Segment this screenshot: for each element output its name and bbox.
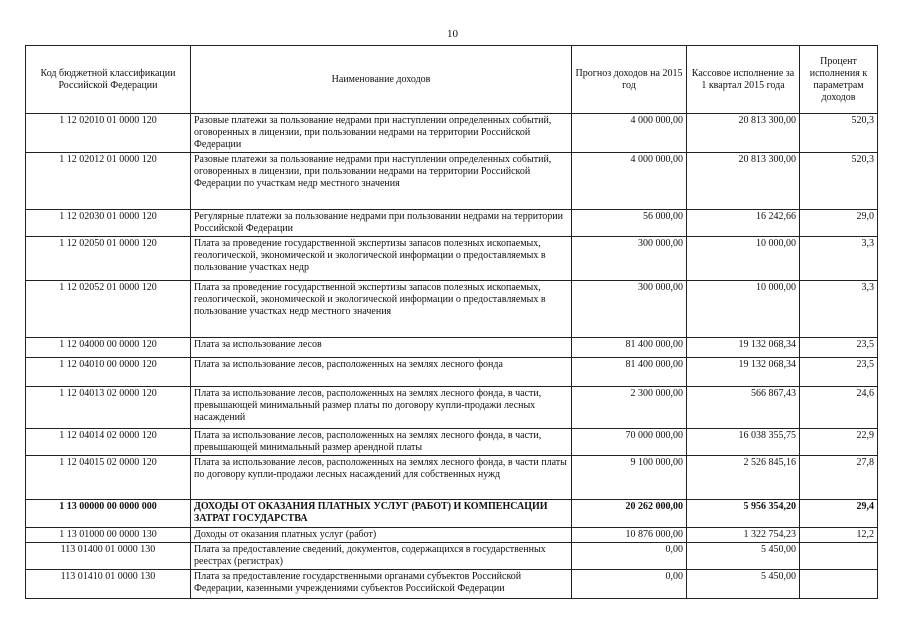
table-body xyxy=(26,114,878,599)
cell-name: Плата за использование лесов, расположенных на землях лесного фонда xyxy=(191,358,572,387)
cell-percent xyxy=(800,543,878,570)
cell-percent: 520,3 xyxy=(800,153,878,210)
cell-actual: 16 038 355,75 xyxy=(687,429,800,456)
cell-code: 1 13 01000 00 0000 130 xyxy=(26,528,191,543)
cell-forecast: 10 876 000,00 xyxy=(572,528,687,543)
cell-forecast: 4 000 000,00 xyxy=(572,114,687,153)
header-actual: Кассовое исполнение за 1 квартал 2015 года xyxy=(687,46,800,114)
cell-percent: 29,0 xyxy=(800,210,878,237)
cell-forecast: 300 000,00 xyxy=(572,237,687,281)
table-row xyxy=(26,210,878,237)
cell-actual: 20 813 300,00 xyxy=(687,114,800,153)
cell-forecast: 4 000 000,00 xyxy=(572,153,687,210)
cell-name: Плата за предоставление сведений, документов, содержащихся в государственных реестрах (регистрах) xyxy=(191,543,572,570)
cell-code: 113 01410 01 0000 130 xyxy=(26,570,191,599)
cell-name: Регулярные платежи за пользование недрами при пользовании недрами на территории Российской Федерации xyxy=(191,210,572,237)
cell-percent: 3,3 xyxy=(800,237,878,281)
cell-name: Плата за предоставление государственными органами субъектов Российской Федерации, казенными учреждениями субъектов Российской Федерации xyxy=(191,570,572,599)
page-number: 10 xyxy=(447,28,458,40)
cell-code: 1 13 00000 00 0000 000 xyxy=(26,500,191,528)
cell-code: 1 12 02050 01 0000 120 xyxy=(26,237,191,281)
cell-percent xyxy=(800,570,878,599)
table-row xyxy=(26,281,878,338)
cell-forecast: 300 000,00 xyxy=(572,281,687,338)
cell-code: 113 01400 01 0000 130 xyxy=(26,543,191,570)
cell-forecast: 81 400 000,00 xyxy=(572,338,687,358)
cell-actual: 5 956 354,20 xyxy=(687,500,800,528)
cell-name: Плата за использование лесов xyxy=(191,338,572,358)
cell-forecast: 70 000 000,00 xyxy=(572,429,687,456)
cell-name: Плата за проведение государственной экспертизы запасов полезных ископаемых, геологической, экономической и экологической информации о предоставляемых в пользование участках недр xyxy=(191,237,572,281)
cell-percent: 24,6 xyxy=(800,387,878,429)
header-forecast: Прогноз доходов на 2015 год xyxy=(572,46,687,114)
table-row xyxy=(26,456,878,500)
cell-name: Разовые платежи за пользование недрами при наступлении определенных событий, оговоренных в лицензии, при пользовании недрами на территории Российской Федерации по участкам недр местного значения xyxy=(191,153,572,210)
table-row xyxy=(26,570,878,599)
cell-code: 1 12 04014 02 0000 120 xyxy=(26,429,191,456)
cell-forecast: 9 100 000,00 xyxy=(572,456,687,500)
cell-percent: 520,3 xyxy=(800,114,878,153)
table-row xyxy=(26,114,878,153)
cell-code: 1 12 04015 02 0000 120 xyxy=(26,456,191,500)
cell-percent: 23,5 xyxy=(800,358,878,387)
cell-name: ДОХОДЫ ОТ ОКАЗАНИЯ ПЛАТНЫХ УСЛУГ (РАБОТ) И КОМПЕНСАЦИИ ЗАТРАТ ГОСУДАРСТВА xyxy=(191,500,572,528)
table-row xyxy=(26,429,878,456)
table-row xyxy=(26,387,878,429)
table-row xyxy=(26,528,878,543)
cell-code: 1 12 02052 01 0000 120 xyxy=(26,281,191,338)
cell-actual: 5 450,00 xyxy=(687,570,800,599)
cell-code: 1 12 02030 01 0000 120 xyxy=(26,210,191,237)
cell-forecast: 2 300 000,00 xyxy=(572,387,687,429)
cell-actual: 16 242,66 xyxy=(687,210,800,237)
cell-forecast: 0,00 xyxy=(572,570,687,599)
cell-forecast: 56 000,00 xyxy=(572,210,687,237)
cell-percent: 23,5 xyxy=(800,338,878,358)
cell-name: Плата за использование лесов, расположенных на землях лесного фонда, в части платы по договору купли-продажи лесных насаждений для собственных нужд xyxy=(191,456,572,500)
cell-name: Плата за использование лесов, расположенных на землях лесного фонда, в части, превышающей минимальный размер арендной платы xyxy=(191,429,572,456)
cell-code: 1 12 04013 02 0000 120 xyxy=(26,387,191,429)
cell-actual: 1 322 754,23 xyxy=(687,528,800,543)
cell-code: 1 12 04000 00 0000 120 xyxy=(26,338,191,358)
cell-percent: 3,3 xyxy=(800,281,878,338)
cell-name: Плата за проведение государственной экспертизы запасов полезных ископаемых, геологической, экономической и экологической информации о предоставляемых в пользование участках недр местного значения xyxy=(191,281,572,338)
cell-actual: 19 132 068,34 xyxy=(687,358,800,387)
table-row xyxy=(26,338,878,358)
cell-percent: 22,9 xyxy=(800,429,878,456)
header-percent: Процент исполнения к параметрам доходов xyxy=(800,46,878,114)
cell-actual: 19 132 068,34 xyxy=(687,338,800,358)
cell-code: 1 12 04010 00 0000 120 xyxy=(26,358,191,387)
cell-actual: 20 813 300,00 xyxy=(687,153,800,210)
table-header-row xyxy=(26,46,878,114)
cell-actual: 10 000,00 xyxy=(687,237,800,281)
cell-percent: 27,8 xyxy=(800,456,878,500)
cell-actual: 5 450,00 xyxy=(687,543,800,570)
cell-name: Плата за использование лесов, расположенных на землях лесного фонда, в части, превышающей минимальный размер платы по договору купли-продажи лесных насаждений xyxy=(191,387,572,429)
table-row xyxy=(26,153,878,210)
cell-percent: 12,2 xyxy=(800,528,878,543)
table-row xyxy=(26,543,878,570)
cell-code: 1 12 02010 01 0000 120 xyxy=(26,114,191,153)
cell-forecast: 0,00 xyxy=(572,543,687,570)
cell-name: Доходы от оказания платных услуг (работ) xyxy=(191,528,572,543)
cell-forecast: 81 400 000,00 xyxy=(572,358,687,387)
cell-name: Разовые платежи за пользование недрами при наступлении определенных событий, оговоренных в лицензии, при пользовании недрами на территории Российской Федерации xyxy=(191,114,572,153)
table-row xyxy=(26,358,878,387)
table-row xyxy=(26,500,878,528)
header-name: Наименование доходов xyxy=(191,46,572,114)
cell-actual: 566 867,43 xyxy=(687,387,800,429)
revenue-table xyxy=(25,45,878,599)
cell-forecast: 20 262 000,00 xyxy=(572,500,687,528)
cell-actual: 2 526 845,16 xyxy=(687,456,800,500)
cell-code: 1 12 02012 01 0000 120 xyxy=(26,153,191,210)
cell-percent: 29,4 xyxy=(800,500,878,528)
cell-actual: 10 000,00 xyxy=(687,281,800,338)
table-row xyxy=(26,237,878,281)
header-code: Код бюджетной классификации Российской Федерации xyxy=(26,46,191,114)
